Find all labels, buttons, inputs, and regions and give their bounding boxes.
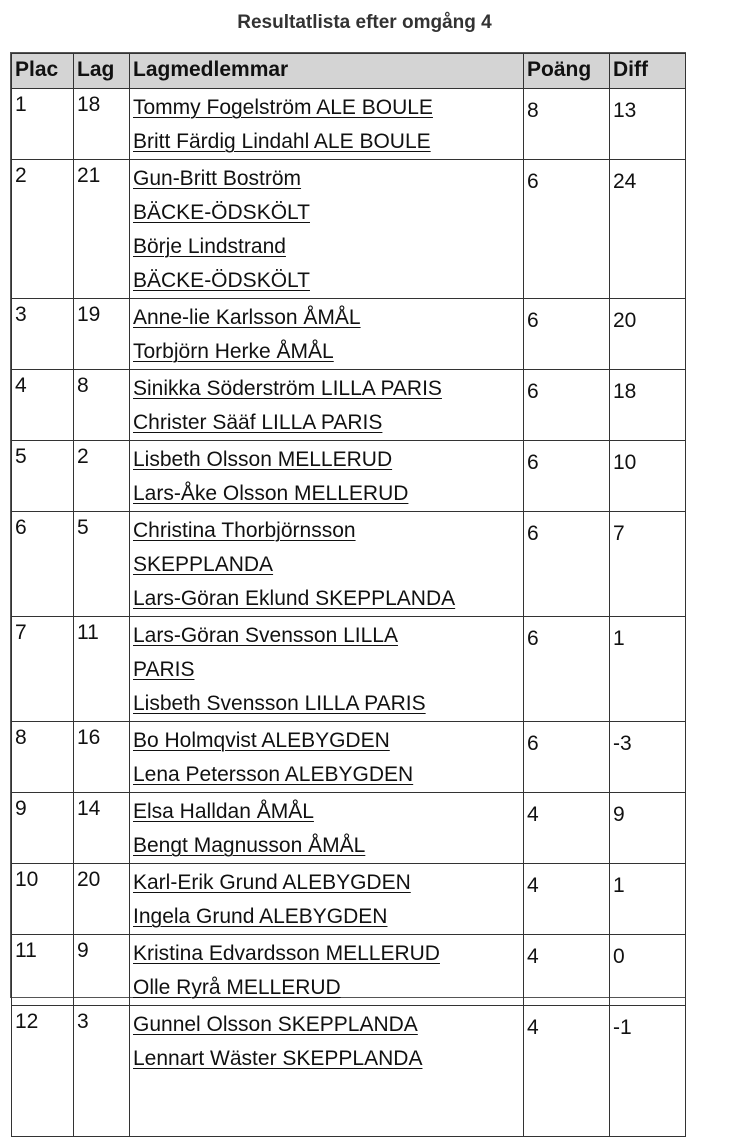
place-cell: 11	[12, 935, 74, 1006]
members-cell	[130, 370, 524, 441]
members-cell	[130, 160, 524, 299]
team-cell: 8	[74, 370, 130, 441]
table-row	[12, 617, 686, 722]
members-cell	[130, 1006, 524, 1137]
members-cell	[130, 441, 524, 512]
header-plac: Plac	[12, 54, 74, 89]
member-line: Christina Thorbjörnsson	[133, 519, 356, 542]
diff-cell: 24	[610, 160, 686, 299]
member-line: Bengt Magnusson ÅMÅL	[133, 834, 366, 857]
place-cell: 7	[12, 617, 74, 722]
diff-cell: 7	[610, 512, 686, 617]
place-cell: 1	[12, 89, 74, 160]
points-cell: 8	[524, 89, 610, 160]
table-row	[12, 370, 686, 441]
member-line: Lisbeth Svensson LILLA PARIS	[133, 692, 426, 715]
team-cell: 19	[74, 299, 130, 370]
members-cell	[130, 793, 524, 864]
points-cell: 6	[524, 722, 610, 793]
table-row	[12, 512, 686, 617]
diff-cell: 10	[610, 441, 686, 512]
points-cell: 6	[524, 299, 610, 370]
table-row	[12, 441, 686, 512]
members-cell	[130, 512, 524, 617]
points-cell: 6	[524, 160, 610, 299]
results-sheet	[10, 52, 686, 1070]
member-line: Christer Sääf LILLA PARIS	[133, 411, 383, 434]
member-line: Lars-Åke Olsson MELLERUD	[133, 482, 409, 505]
points-cell: 4	[524, 1006, 610, 1137]
member-line: BÄCKE-ÖDSKÖLT	[133, 201, 310, 224]
member-line: Karl-Erik Grund ALEBYGDEN	[133, 871, 411, 894]
member-line: Sinikka Söderström LILLA PARIS	[133, 377, 442, 400]
team-cell: 2	[74, 441, 130, 512]
points-cell: 4	[524, 793, 610, 864]
diff-cell: 1	[610, 617, 686, 722]
place-cell: 3	[12, 299, 74, 370]
table-row	[12, 1006, 686, 1137]
member-line: Bo Holmqvist ALEBYGDEN	[133, 729, 390, 752]
diff-cell: -3	[610, 722, 686, 793]
member-line: Gunnel Olsson SKEPPLANDA	[133, 1013, 418, 1036]
member-line: Lennart Wäster SKEPPLANDA	[133, 1047, 423, 1070]
header-poang: Poäng	[524, 54, 610, 89]
member-line: Börje Lindstrand	[133, 235, 286, 258]
diff-cell: 1	[610, 864, 686, 935]
members-cell	[130, 864, 524, 935]
points-cell: 6	[524, 617, 610, 722]
members-cell	[130, 935, 524, 1006]
team-cell: 16	[74, 722, 130, 793]
place-cell: 2	[12, 160, 74, 299]
diff-cell: 0	[610, 935, 686, 1006]
member-line: Torbjörn Herke ÅMÅL	[133, 340, 334, 363]
member-line: Olle Ryrå MELLERUD	[133, 976, 341, 999]
points-cell: 6	[524, 441, 610, 512]
team-cell: 11	[74, 617, 130, 722]
team-cell: 20	[74, 864, 130, 935]
header-diff: Diff	[610, 54, 686, 89]
place-cell: 5	[12, 441, 74, 512]
table-row	[12, 160, 686, 299]
members-cell	[130, 617, 524, 722]
table-row	[12, 793, 686, 864]
member-line: Kristina Edvardsson MELLERUD	[133, 942, 440, 965]
diff-cell: 9	[610, 793, 686, 864]
member-line: Gun-Britt Boström	[133, 167, 302, 190]
team-cell: 9	[74, 935, 130, 1006]
members-cell	[130, 89, 524, 160]
diff-cell: 18	[610, 370, 686, 441]
place-cell: 6	[12, 512, 74, 617]
table-row	[12, 864, 686, 935]
member-line: BÄCKE-ÖDSKÖLT	[133, 269, 310, 292]
points-cell: 6	[524, 512, 610, 617]
header-row	[12, 54, 686, 89]
team-cell: 3	[74, 1006, 130, 1137]
results-table	[11, 53, 686, 1137]
place-cell: 9	[12, 793, 74, 864]
members-cell	[130, 722, 524, 793]
member-line: Anne-lie Karlsson ÅMÅL	[133, 306, 361, 329]
place-cell: 12	[12, 1006, 74, 1137]
team-cell: 14	[74, 793, 130, 864]
points-cell: 4	[524, 864, 610, 935]
team-cell: 18	[74, 89, 130, 160]
team-cell: 21	[74, 160, 130, 299]
points-cell: 6	[524, 370, 610, 441]
member-line: Britt Färdig Lindahl ALE BOULE	[133, 130, 431, 153]
diff-cell: -1	[610, 1006, 686, 1137]
diff-cell: 13	[610, 89, 686, 160]
header-members: Lagmedlemmar	[130, 54, 524, 89]
points-cell: 4	[524, 935, 610, 1006]
place-cell: 10	[12, 864, 74, 935]
member-line: Tommy Fogelström ALE BOULE	[133, 96, 433, 119]
team-cell: 5	[74, 512, 130, 617]
member-line: Lars-Göran Svensson LILLA	[133, 624, 398, 647]
member-line: Elsa Halldan ÅMÅL	[133, 800, 314, 823]
table-row	[12, 89, 686, 160]
header-lag: Lag	[74, 54, 130, 89]
member-line: PARIS	[133, 658, 195, 681]
member-line: Lena Petersson ALEBYGDEN	[133, 763, 414, 786]
place-cell: 8	[12, 722, 74, 793]
page-title: Resultatlista efter omgång 4	[237, 12, 492, 33]
table-row	[12, 722, 686, 793]
place-cell: 4	[12, 370, 74, 441]
results-body	[12, 89, 686, 1137]
member-line: Ingela Grund ALEBYGDEN	[133, 905, 388, 928]
member-line: Lars-Göran Eklund SKEPPLANDA	[133, 587, 456, 610]
table-row	[12, 935, 686, 1006]
table-row	[12, 299, 686, 370]
member-line: Lisbeth Olsson MELLERUD	[133, 448, 393, 471]
diff-cell: 20	[610, 299, 686, 370]
members-cell	[130, 299, 524, 370]
member-line: SKEPPLANDA	[133, 553, 274, 576]
